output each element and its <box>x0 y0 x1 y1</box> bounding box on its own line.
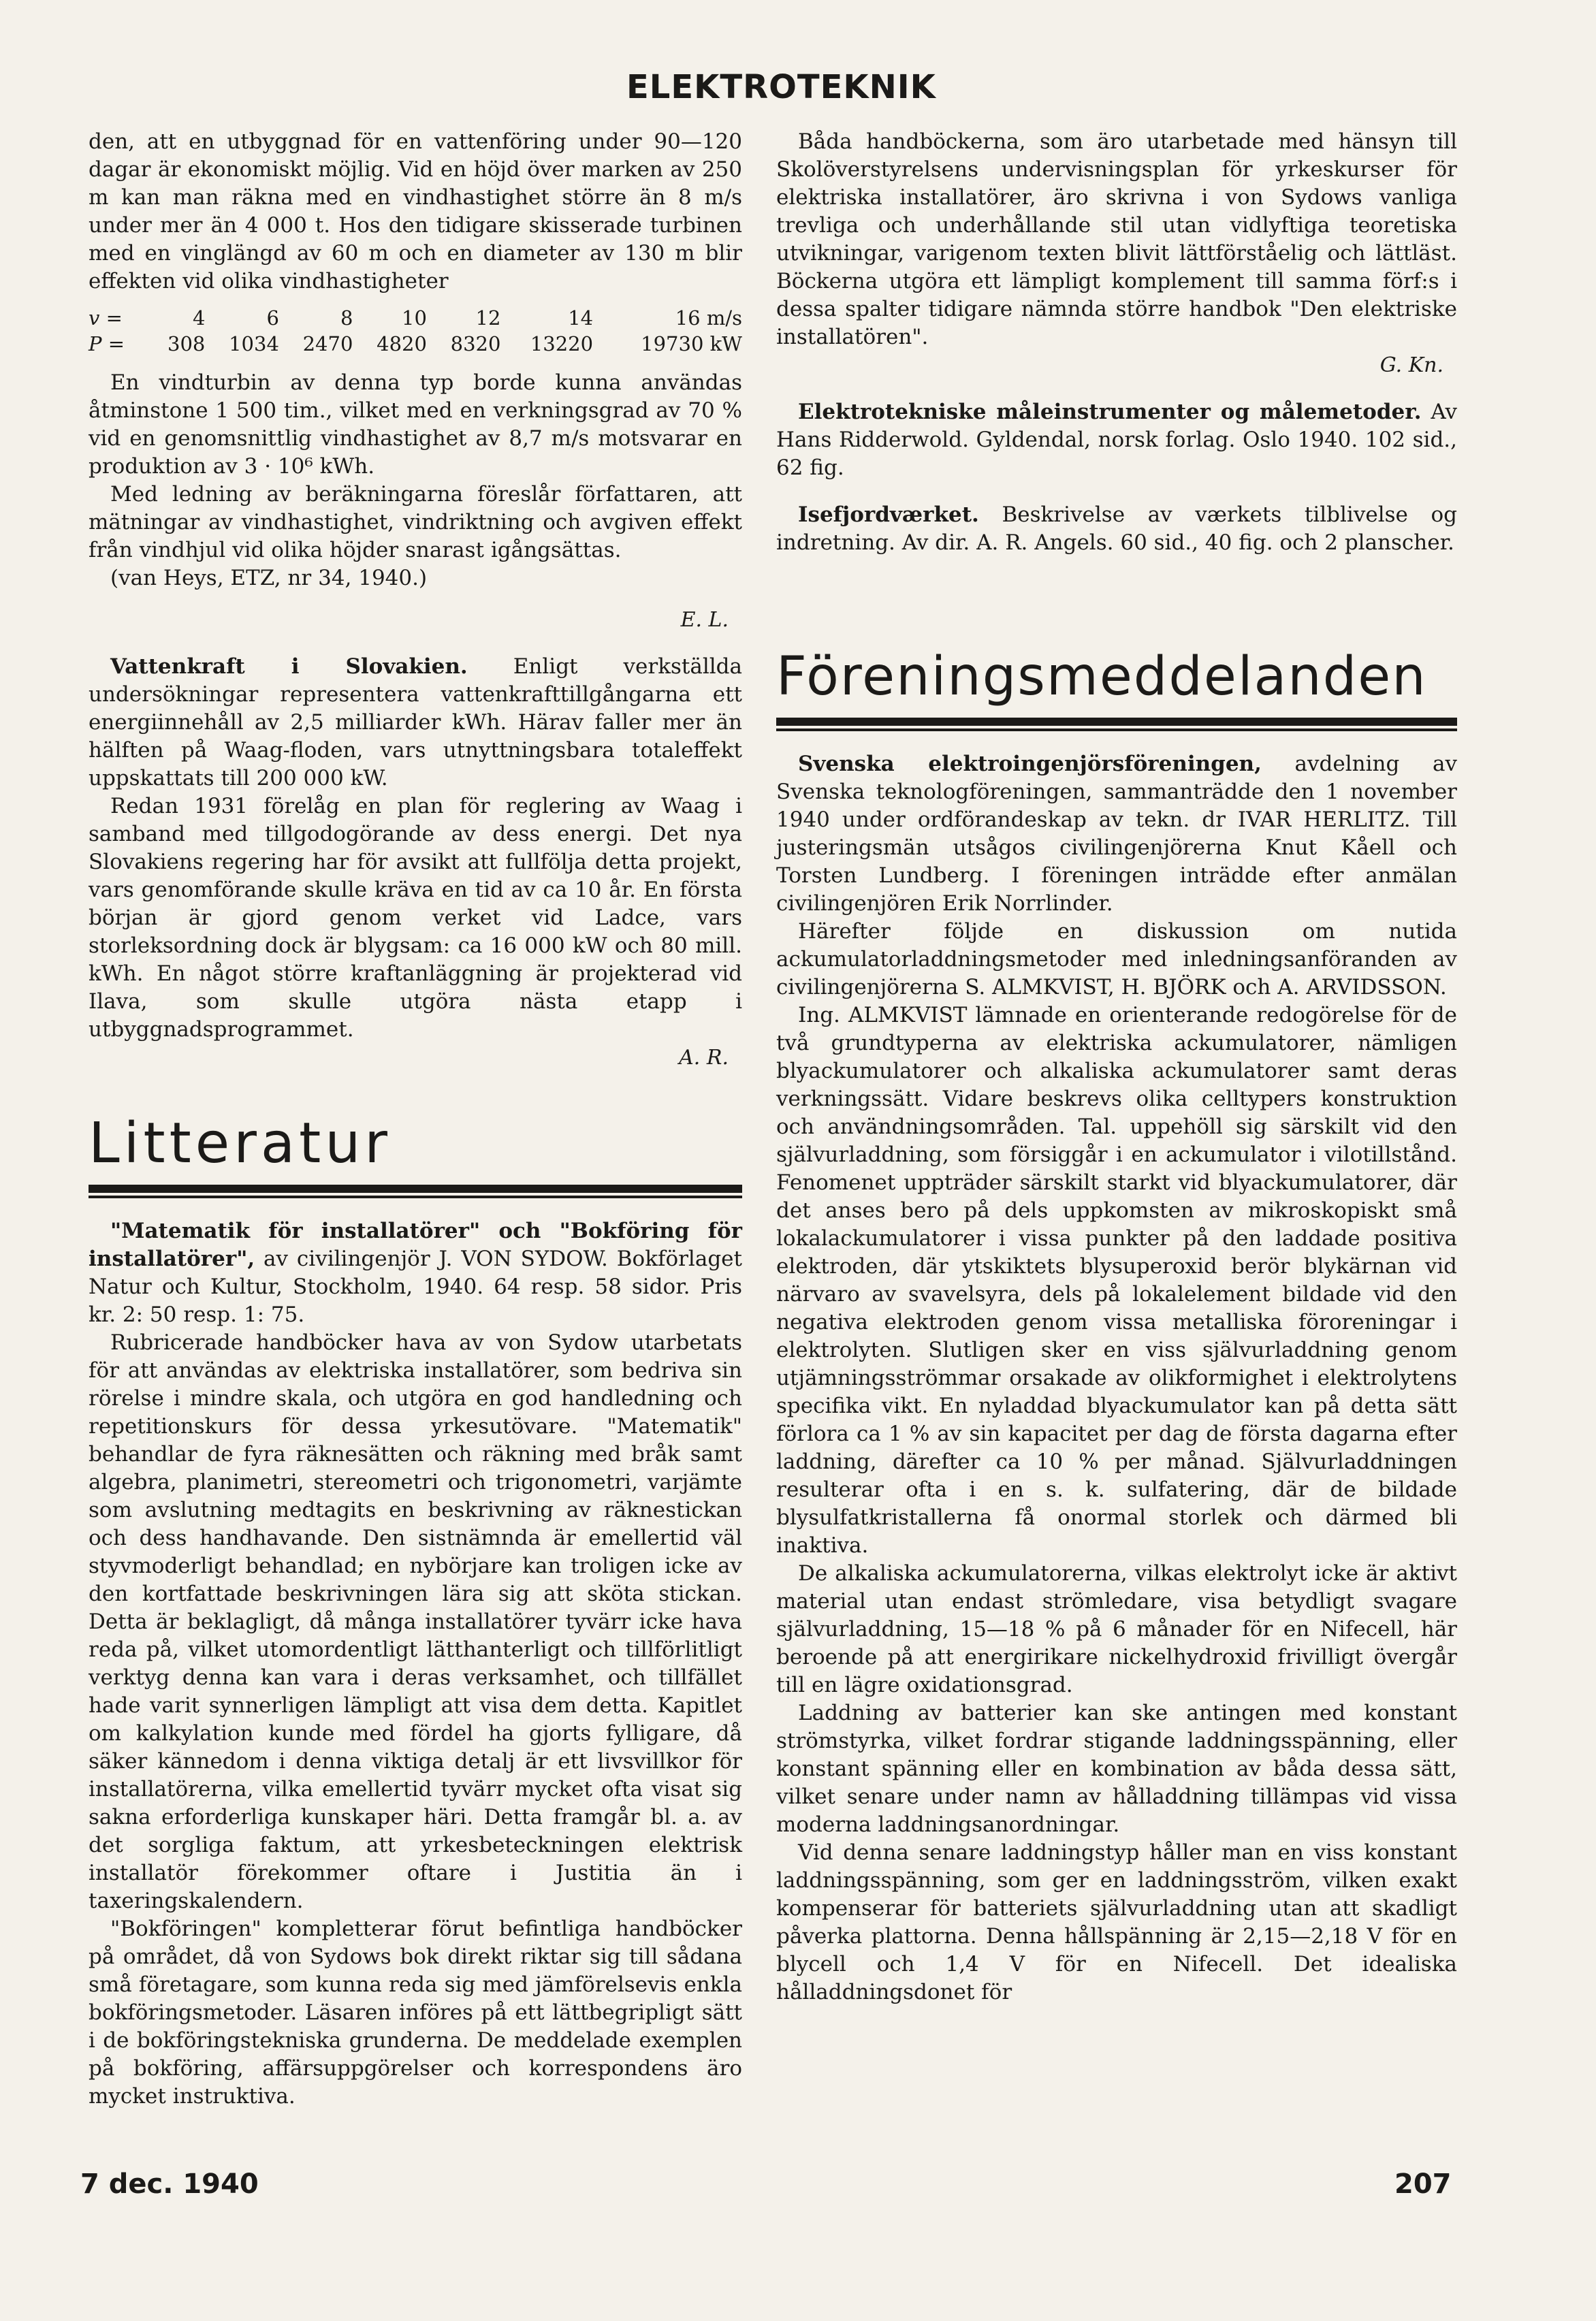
wind-source: (van Heys, ETZ, nr 34, 1940.) <box>110 566 428 590</box>
wind-paragraph-2: En vindturbin av denna typ borde kunna användas åtminstone 1 500 tim., vilket med en verkningsgrad av 70 % vid en genomsnittlig vindhastighet av 8,7 m/s motsvarar en produktion av 3 · 10⁶ kWh. <box>89 370 742 479</box>
wind-signature: E. L. <box>680 608 729 632</box>
wind-paragraph-1: den, att en utbyggnad för en vattenföring under 90—120 dagar är ekonomiskt möjlig. Vid en höjd över marken av 250 m kan man räkna med en vindhastighet större än 8 m/s under mer än 4 000 t. Hos den tidigare skisserade turbinen med en vinglängd av 60 m och en diameter av 130 m blir effekten vid olika vindhastigheter <box>89 129 742 293</box>
review-paragraph: Båda handböckerna, som äro utarbetade med hänsyn till Skolöverstyrelsens undervisningsplan för yrkeskurser för elektriska installatörer, äro skrivna i von Sydows vanliga trevliga och underhållande stil utan vidlyftiga teoretiska utvikningar, varigenom texten blivit lättförståelig och lättläst. Böckerna utgöra ett lämpligt komplement till samma förf:s i dessa spalter tidigare nämnda större handbok "Den elektriske installatören". <box>776 129 1457 349</box>
power-value: 1034 <box>229 332 279 355</box>
slovakia-text: Enligt verkställda undersökningar representera vattenkrafttillgångarna ett energiinnehåll av 2,5 milliarder kWh. Härav faller mer än hälften på Waag-floden, vars utnyttningsbara totaleffekt uppskattats till 200 000 kW. <box>89 654 743 790</box>
velocity-value: 4 <box>192 306 206 330</box>
society-paragraph-3: Ing. ALMKVIST lämnade en orienterande redogörelse för de två grundtyperna av elektriska ackumulatorer, nämligen blyackumulatorer och alkaliska ackumulatorer samt deras verkningssätt. Vidare beskrevs olika celltypers konstruktion och användningsområden. Tal. uppehöll sig särskilt vid den självurladdning, som försiggår i en ackumulator i vilotillstånd. Fenomenet uppträder särskilt starkt vid blyackumulatorer, där det anses bero på dels uppkomsten av mikroskopiskt små lokalackumulatorer i vissa punkter på den laddade positiva elektroden, där ytskiktets blysuperoxid berör blykärnan vid närvaro av svavelsyra, dels på lokalelement bildade vid den negativa elektroden genom vissa metalliska föroreningar i elektrolyten. Slutligen sker en viss självurladdning genom utjämningsströmmar orsakade av olikformighet i elektrolytens specifika vikt. En nyladdad blyackumulator kan på detta sätt förlora ca 1 % av sin kapacitet per dag de första dagarna efter laddning, därefter ca 10 % per månad. Självurladdningen resulterar ofta i en s. k. sulfatering, där de bildade blysulfatkristallerna få onormal storlek och därmed bli inaktiva. <box>776 1003 1457 1558</box>
section-rule-thin <box>89 1196 742 1198</box>
literature-paragraph-3: "Bokföringen" kompletterar förut befintliga handböcker på området, då von Sydows bok direkt riktar sig till sådana små företagare, som kunna reda sig med jämförelsevis enkla bokföringsmetoder. Läsaren införes på ett lättbegripligt sätt i de bokföringstekniska grunderna. De meddelade exemplen på bokföring, affärsuppgörelser och korrespondens äro mycket instruktiva. <box>89 1917 742 2109</box>
literature-book-title: "Matematik för installatörer" och "Bokföring för installatörer", <box>89 1219 742 1271</box>
footer-date: 7 dec. 1940 <box>80 2168 259 2200</box>
power-label: P = <box>89 332 125 355</box>
society-paragraph-6: Vid denna senare laddningstyp håller man en viss konstant laddningsspänning, som ger en laddningsström, vilken exakt kompenserar för batteriets självurladdning utan att skadligt påverka plattorna. Denna hållspänning är 2,15—2,18 V för en blycell och 1,4 V för en Nifecell. Det idealiska hålladdningsdonet för <box>776 1840 1457 2004</box>
page-number: 207 <box>1394 2168 1452 2200</box>
power-value: 308 <box>167 332 206 355</box>
book-notice-2-details: Beskrivelse av værkets tilblivelse og indretning. Av dir. A. R. Angels. 60 sid., 40 fig. och 2 planscher. <box>776 502 1457 555</box>
book-notice-1-details: Av Hans Ridderwold. Gyldendal, norsk forlag. Oslo 1940. 102 sid., 62 fig. <box>776 400 1457 480</box>
spacer <box>776 482 1457 501</box>
literature-paragraph-2: Rubricerade handböcker hava av von Sydow utarbetats för att användas av elektriska installatörer, som bedriva sin rörelse i mindre skala, och utgöra en god handledning och repetitionskurs för dessa yrkesutövare. "Matematik" behandlar de fyra räknesätten och räkning med bråk samt algebra, planimetri, stereometri och trigonometri, varjämte som avslutning medtagits en beskrivning av räknestickan och dess handhavande. Den sistnämnda är emellertid väl styvmoderligt behandlad; en nybörjare kan troligen icke av den kortfattade beskrivningen lära sig att sköta stickan. Detta är beklagligt, då många installatörer tyvärr icke hava reda på, vilket utomordentligt lätthanterligt och tillförlitligt verktyg denna kan vara i deras verksamhet, och tillfället hade varit synnerligen lämpligt att visa dem detta. Kapitlet om kalkylation kunde med fördel ha gjorts fylligare, då säker kännedom i denna viktiga detalj är ett livsvillkor för installatörerna, vilka emellertid tyvärr mycket ofta visat sig sakna erforderliga kunskaper häri. Detta framgår bl. a. av det sorgliga faktum, att yrkesbeteckningen elektrisk installatör förekommer oftare i Justitia än i taxeringskalendern. <box>89 1330 742 1913</box>
left-column <box>89 128 742 2111</box>
velocity-row <box>89 305 742 331</box>
velocity-value: 12 <box>475 306 501 330</box>
society-paragraph-5: Laddning av batterier kan ske antingen med konstant strömstyrka, vilket fordrar stigande laddningsspänning, eller konstant spänning eller en kombination av båda dessa sätt, vilket senare under namn av hålladdning tillämpas vid vissa moderna laddningsanordningar. <box>776 1701 1457 1837</box>
power-value: 8320 <box>450 332 501 355</box>
right-column <box>776 128 1457 2006</box>
power-value: 13220 <box>530 332 594 355</box>
society-section-title: Föreningsmeddelanden <box>776 646 1427 707</box>
section-rule-thin <box>776 729 1457 731</box>
running-head: ELEKTROTEKNIK <box>626 68 936 106</box>
slovakia-paragraph-2: Redan 1931 förelåg en plan för reglering av Waag i samband med tillgodogörande av dess energi. Det nya Slovakiens regering har för avsikt att fullfölja detta projekt, vars genomförande skulle kräva en tid av ca 10 år. En första början är gjord genom verket vid Ladce, vars storleksordning dock är blygsam: ca 16 000 kW och 80 mill. kWh. En något större kraftanläggning är projekterad vid Ilava, som skulle utgöra nästa etapp i utbyggnadsprogrammet. <box>89 794 742 1042</box>
power-value: 2470 <box>302 332 353 355</box>
power-row <box>89 331 742 357</box>
velocity-value: 10 <box>402 306 427 330</box>
wind-effect-table <box>89 305 742 357</box>
review-signature: G. Kn. <box>1379 353 1443 377</box>
power-value: 19730 kW <box>641 332 742 355</box>
literature-section-title: Litteratur <box>89 1111 392 1176</box>
society-paragraph-1 <box>776 750 1457 918</box>
velocity-label: v = <box>89 306 123 330</box>
society-paragraph-2: Härefter följde en diskussion om nutida ackumulatorladdningsmetoder med inledningsanföranden av civilingenjörerna S. ALMKVIST, H. BJÖRK och A. ARVIDSSON. <box>776 919 1457 999</box>
slovakia-signature: A. R. <box>679 1046 729 1070</box>
section-rule-thick <box>776 718 1457 726</box>
literature-book-details: av civilingenjör J. VON SYDOW. Bokförlaget Natur och Kultur, Stockholm, 1940. 64 resp. 58 sidor. Pris kr. 2: 50 resp. 1: 75. <box>89 1247 742 1327</box>
spacer <box>89 634 742 653</box>
book-notice-2-title: Isefjordværket. <box>798 502 979 527</box>
spacer <box>776 557 1457 605</box>
book-notice-1-title: Elektrotekniske måleinstrumenter og målemetoder. <box>798 400 1422 424</box>
velocity-value: 8 <box>340 306 353 330</box>
spacer <box>776 379 1457 398</box>
slovakia-heading: Vattenkraft i Slovakien. <box>110 654 468 679</box>
literature-paragraph-1 <box>89 1217 742 1329</box>
section-rule-thick <box>89 1185 742 1193</box>
velocity-value: 14 <box>568 306 594 330</box>
slovakia-paragraph-1 <box>89 653 742 793</box>
book-notice-2 <box>776 501 1457 557</box>
society-meeting-text: avdelning av Svenska teknologföreningen, sammanträdde den 1 november 1940 under ordförandeskap av tekn. dr IVAR HERLITZ. Till justeringsmän utsågos civilingenjörerna Knut Kåell och Torsten Lundberg. I föreningen inträdde efter anmälan civilingenjören Erik Norrlinder. <box>776 752 1457 916</box>
velocity-value: 6 <box>266 306 279 330</box>
wind-paragraph-3: Med ledning av beräkningarna föreslår författaren, att mätningar av vindhastighet, vindriktning och avgiven effekt från vindhjul vid olika höjder snarast igångsättas. <box>89 482 742 562</box>
society-paragraph-4: De alkaliska ackumulatorerna, vilkas elektrolyt icke är aktivt material utan endast strömledare, visa betydligt svagare självurladdning, 15—18 % på 6 månader för en Nifecell, här beroende på att energirikare nickelhydroxid frivilligt övergår till en lägre oxidationsgrad. <box>776 1561 1457 1697</box>
velocity-value: 16 m/s <box>675 306 742 330</box>
society-name: Svenska elektroingenjörsföreningen, <box>798 752 1262 776</box>
book-notice-1 <box>776 398 1457 482</box>
power-value: 4820 <box>377 332 427 355</box>
